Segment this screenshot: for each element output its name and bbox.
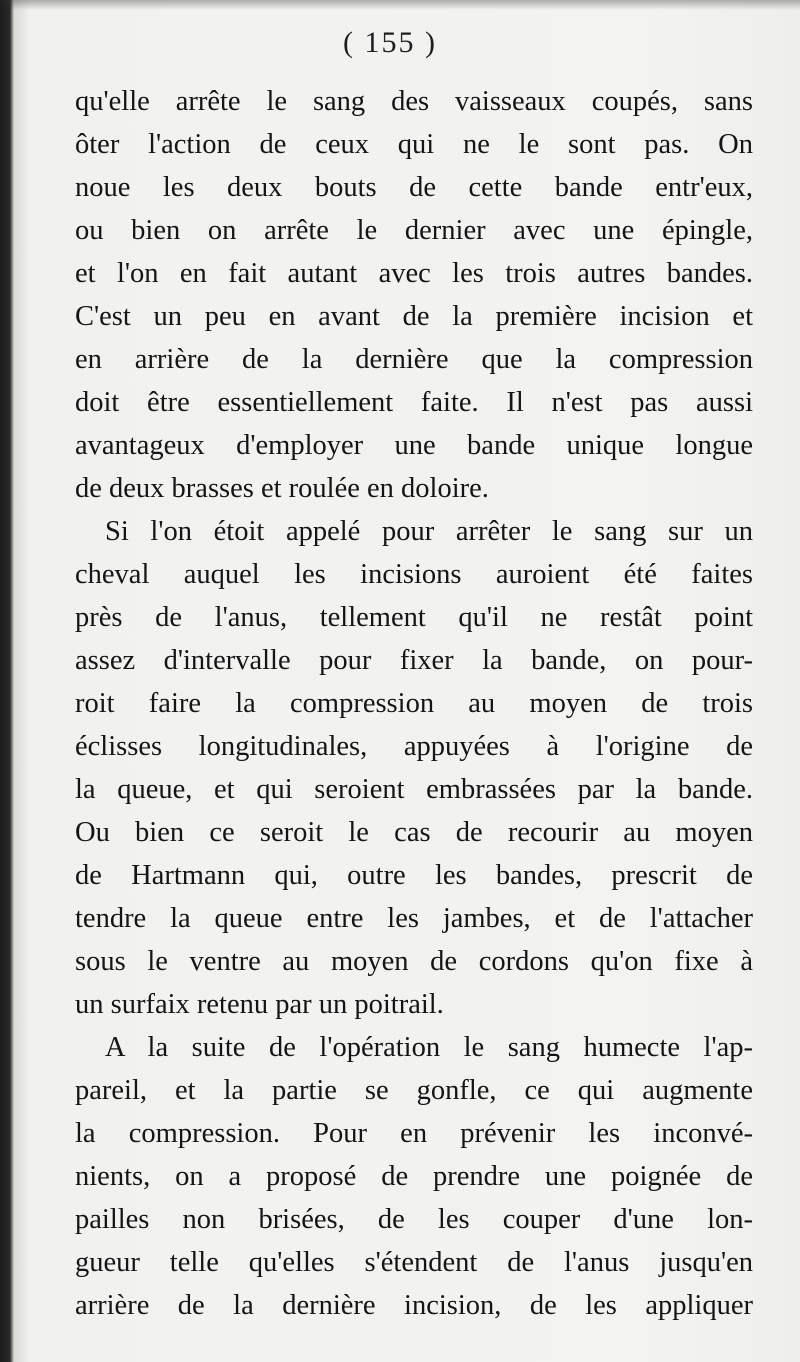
text-line: doit être essentiellement faite. Il n'est pas aussi xyxy=(75,387,753,418)
text-line: la queue, et qui seroient embrassées par la bande. xyxy=(75,774,753,805)
text-line: éclisses longitudinales, appuyées à l'origine de xyxy=(75,731,753,762)
text-line: un surfaix retenu par un poitrail. xyxy=(75,989,444,1020)
text-line: de Hartmann qui, outre les bandes, prescrit de xyxy=(75,860,753,891)
text-line: avantageux d'employer une bande unique longue xyxy=(75,430,753,461)
text-line: tendre la queue entre les jambes, et de l'attacher xyxy=(75,903,753,934)
text-line: ou bien on arrête le dernier avec une épingle, xyxy=(75,215,753,246)
text-line: Ou bien ce seroit le cas de recourir au moyen xyxy=(75,817,753,848)
text-line: pareil, et la partie se gonfle, ce qui augmente xyxy=(75,1075,753,1106)
text-line: de deux brasses et roulée en doloire. xyxy=(75,473,489,504)
text-line: assez d'intervalle pour fixer la bande, on pour- xyxy=(75,645,753,676)
text-line: Si l'on étoit appelé pour arrêter le sang sur un xyxy=(105,516,753,547)
text-line: pailles non brisées, de les couper d'une lon- xyxy=(75,1204,753,1235)
text-line: près de l'anus, tellement qu'il ne restât point xyxy=(75,602,753,633)
text-line: cheval auquel les incisions auroient été faites xyxy=(75,559,753,590)
text-line: A la suite de l'opération le sang humecte l'ap- xyxy=(105,1032,753,1063)
text-line: gueur telle qu'elles s'étendent de l'anus jusqu'en xyxy=(75,1247,753,1278)
text-line: sous le ventre au moyen de cordons qu'on fixe à xyxy=(75,946,753,977)
text-line: nients, on a proposé de prendre une poignée de xyxy=(75,1161,753,1192)
text-line: la compression. Pour en prévenir les inconvé- xyxy=(75,1118,753,1149)
text-line: arrière de la dernière incision, de les appliquer xyxy=(75,1290,753,1321)
page-number: ( 155 ) xyxy=(343,26,437,59)
text-line: en arrière de la dernière que la compression xyxy=(75,344,753,375)
body-text xyxy=(75,80,753,1327)
text-line: C'est un peu en avant de la première incision et xyxy=(75,301,753,332)
text-line: roit faire la compression au moyen de trois xyxy=(75,688,753,719)
text-line: qu'elle arrête le sang des vaisseaux coupés, sans xyxy=(75,86,753,117)
text-line: et l'on en fait autant avec les trois autres bandes. xyxy=(75,258,753,289)
text-line: noue les deux bouts de cette bande entr'eux, xyxy=(75,172,753,203)
text-line: ôter l'action de ceux qui ne le sont pas. On xyxy=(75,129,753,160)
